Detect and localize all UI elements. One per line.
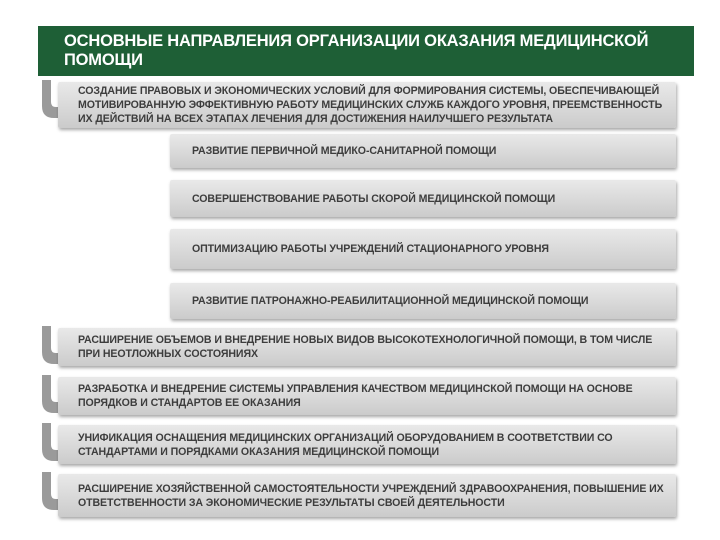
direction-item-text: РАСШИРЕНИЕ ОБЪЕМОВ И ВНЕДРЕНИЕ НОВЫХ ВИДОВ ВЫСОКОТЕХНОЛОГИЧНОЙ ПОМОЩИ, В ТОМ ЧИСЛЕ ПРИ НЕОТЛОЖНЫХ СОСТОЯНИЯХ xyxy=(78,334,653,360)
sub-direction-item xyxy=(170,283,676,319)
sub-direction-item-text: СОВЕРШЕНСТВОВАНИЕ РАБОТЫ СКОРОЙ МЕДИЦИНСКОЙ ПОМОЩИ xyxy=(192,192,556,205)
sub-direction-item-text: РАЗВИТИЕ ПЕРВИЧНОЙ МЕДИКО-САНИТАРНОЙ ПОМОЩИ xyxy=(192,145,497,157)
sub-direction-item-text: ОПТИМИЗАЦИЮ РАБОТЫ УЧРЕЖДЕНИЙ СТАЦИОНАРНОГО УРОВНЯ xyxy=(192,243,549,255)
page-title: ОСНОВНЫЕ НАПРАВЛЕНИЯ ОРГАНИЗАЦИИ ОКАЗАНИЯ МЕДИЦИНСКОЙ ПОМОЩИ xyxy=(38,26,694,76)
direction-item-text: СОЗДАНИЕ ПРАВОВЫХ И ЭКОНОМИЧЕСКИХ УСЛОВИЙ ДЛЯ ФОРМИРОВАНИЯ СИСТЕМЫ, ОБЕСПЕЧИВАЮЩЕЙ МОТИВИРОВАННУЮ ЭФФЕКТИВНУЮ РАБОТУ МЕДИЦИНСКИХ СЛУЖБ КАЖДОГО УРОВНЯ, ПРЕЕМСТВЕННОСТЬ ИХ ДЕЙСТВИЙ НА ВСЕХ ЭТАПАХ ЛЕЧЕНИЯ ДЛЯ ДОСТИЖЕНИЯ НАИЛУЧШЕГО РЕЗУЛЬТАТА xyxy=(78,85,663,125)
direction-item xyxy=(58,82,676,128)
direction-item xyxy=(58,425,676,464)
direction-item-text: УНИФИКАЦИЯ ОСНАЩЕНИЯ МЕДИЦИНСКИХ ОРГАНИЗАЦИЙ ОБОРУДОВАНИЕМ В СООТВЕТСТВИИ СО СТАНДАРТАМИ И ПОРЯДКАМИ ОКАЗАНИЯ МЕДИЦИНСКОЙ ПОМОЩИ xyxy=(78,431,613,458)
direction-item-text: РАЗРАБОТКА И ВНЕДРЕНИЕ СИСТЕМЫ УПРАВЛЕНИЯ КАЧЕСТВОМ МЕДИЦИНСКОЙ ПОМОЩИ НА ОСНОВЕ ПОРЯДКОВ И СТАНДАРТОВ ЕЕ ОКАЗАНИЯ xyxy=(78,383,633,409)
sub-direction-item-text: РАЗВИТИЕ ПАТРОНАЖНО-РЕАБИЛИТАЦИОННОЙ МЕДИЦИНСКОЙ ПОМОЩИ xyxy=(192,295,589,307)
sub-direction-item xyxy=(170,229,676,269)
direction-item xyxy=(58,377,676,415)
direction-item-text: РАСШИРЕНИЕ ХОЗЯЙСТВЕННОЙ САМОСТОЯТЕЛЬНОСТИ УЧРЕЖДЕНИЙ ЗДРАВООХРАНЕНИЯ, ПОВЫШЕНИЕ ИХ ОТВЕТСТВЕННОСТИ ЗА ЭКОНОМИЧЕСКИЕ РЕЗУЛЬТАТЫ СВОЕЙ ДЕЯТЕЛЬНОСТИ xyxy=(78,482,664,509)
sub-direction-item xyxy=(170,134,676,168)
direction-item xyxy=(58,328,676,366)
sub-direction-item xyxy=(170,180,676,217)
direction-item xyxy=(58,474,676,517)
